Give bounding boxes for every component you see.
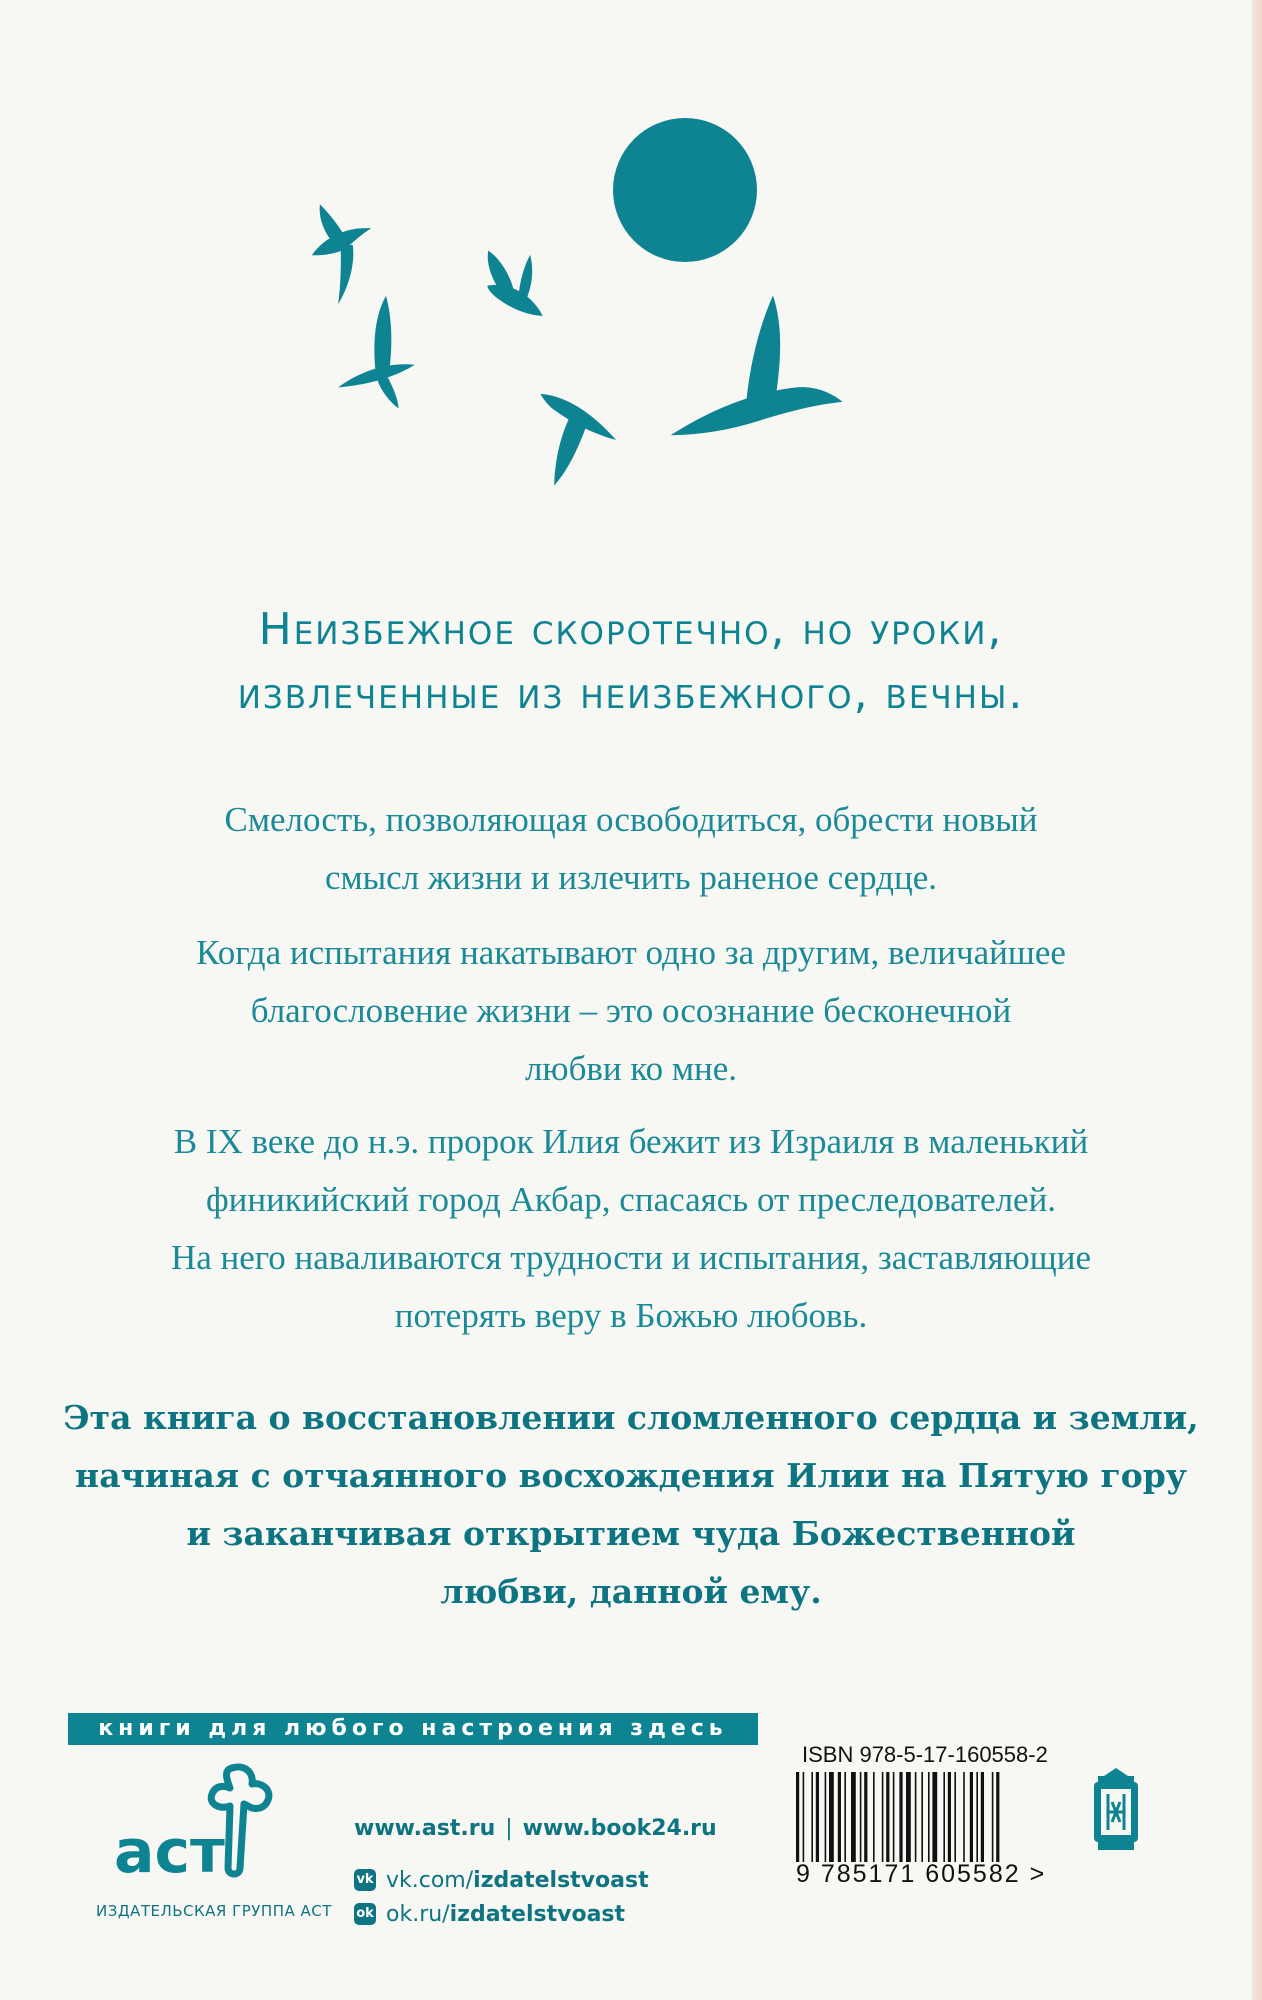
barcode-bar <box>829 1772 834 1862</box>
text-line: Эта книга о восстановлении сломленного сердца и земли, <box>63 1398 1199 1437</box>
motto <box>0 598 1262 726</box>
barcode-bar <box>954 1772 956 1862</box>
description-paragraph-3 <box>60 1113 1202 1345</box>
barcode-bar <box>915 1772 917 1862</box>
barcode-bar <box>970 1772 973 1862</box>
text-line: финикийский город Акбар, спасаясь от преследователей. <box>205 1180 1057 1219</box>
isbn-label: ISBN 978-5-17-160558-2 <box>802 1742 1048 1767</box>
barcode-bar <box>976 1772 978 1862</box>
barcode-bar <box>948 1772 951 1862</box>
barcode-bar <box>864 1772 867 1862</box>
description-paragraph-2 <box>60 924 1202 1098</box>
publisher-name: ИЗДАТЕЛЬСКАЯ ГРУППА АСТ <box>96 1902 332 1920</box>
vk-domain: vk.com/ <box>386 1867 474 1893</box>
lantern-icon <box>1084 1766 1148 1854</box>
text-line: В IX веке до н.э. пророк Илия бежит из Израиля в маленький <box>173 1122 1089 1161</box>
barcode-bar <box>882 1772 884 1862</box>
barcode-bar <box>860 1772 862 1862</box>
bird-icon <box>479 248 553 317</box>
barcode-bar <box>893 1772 895 1862</box>
text-line: На него наваливаются трудности и испытания, заставляющие <box>170 1238 1092 1277</box>
cover-illustration <box>0 0 1262 520</box>
motto-line: Неизбежное скоротечно, но уроки, <box>258 604 1004 655</box>
bird-icon <box>296 191 391 307</box>
vk-link[interactable] <box>354 1863 717 1897</box>
vk-icon: vk <box>354 1869 376 1891</box>
site-link-ast[interactable]: www.ast.ru <box>354 1816 496 1841</box>
ok-icon: ok <box>354 1903 376 1925</box>
ok-link[interactable] <box>354 1897 717 1931</box>
site-link-book24[interactable]: www.book24.ru <box>522 1816 717 1841</box>
text-line: смысл жизни и излечить раненое сердце. <box>324 858 937 897</box>
barcode-bar <box>838 1772 841 1862</box>
barcode-bar <box>886 1772 889 1862</box>
text-line: любви ко мне. <box>524 1049 738 1088</box>
website-links <box>354 1816 717 1841</box>
barcode-bar <box>899 1772 902 1862</box>
barcode-bar <box>906 1772 911 1862</box>
tagline-banner: книги для любого настроения здесь <box>68 1713 758 1745</box>
barcode-digits: 9 785171 605582 > <box>796 1860 1047 1888</box>
bird-icon <box>318 293 424 422</box>
motto-line: извлеченные из неизбежного, вечны. <box>237 668 1025 719</box>
text-line: начиная с отчаянного восхождения Илии на Пятую гору <box>75 1456 1187 1495</box>
barcode-bar <box>851 1772 856 1862</box>
summary-paragraph <box>40 1389 1222 1621</box>
vk-handle: izdatelstvoast <box>473 1867 649 1893</box>
ok-domain: ok.ru/ <box>386 1901 450 1927</box>
text-line: Когда испытания накатывают одно за другим, величайшее <box>196 933 1066 972</box>
barcode-bar <box>921 1772 923 1862</box>
logo-text: аст <box>114 1817 225 1887</box>
barcode-bar <box>928 1772 930 1862</box>
barcode-bar <box>963 1772 965 1862</box>
barcode-bar <box>932 1772 937 1862</box>
bird-icon <box>518 393 622 498</box>
barcode-bar <box>981 1772 984 1862</box>
moon-icon <box>613 118 757 262</box>
publisher-links <box>354 1816 717 1931</box>
text-line: и заканчивая открытием чуда Божественной <box>186 1514 1076 1553</box>
barcode-bar <box>943 1772 945 1862</box>
barcode-bar <box>811 1772 813 1862</box>
bird-icon <box>650 287 844 439</box>
text-line: благословение жизни – это осознание бесконечной <box>250 991 1012 1030</box>
text-line: любви, данной ему. <box>440 1572 822 1611</box>
barcode-bar <box>996 1772 999 1862</box>
barcode-bar <box>803 1772 805 1862</box>
ok-handle: izdatelstvoast <box>449 1901 626 1927</box>
barcode-bar <box>992 1772 994 1862</box>
barcode-block <box>796 1742 1086 1892</box>
barcode-bar <box>816 1772 819 1862</box>
barcode-bar <box>844 1772 846 1862</box>
barcode-bar <box>796 1772 799 1862</box>
link-separator: | <box>505 1816 513 1841</box>
ast-logo <box>112 1760 292 1890</box>
barcode-bar <box>873 1772 875 1862</box>
barcode-icon <box>796 1772 1046 1862</box>
text-line: Смелость, позволяющая освободиться, обрести новый <box>224 800 1038 839</box>
text-line: потерять веру в Божью любовь. <box>394 1296 868 1335</box>
description-paragraph-1 <box>60 791 1202 907</box>
barcode-bar <box>825 1772 827 1862</box>
